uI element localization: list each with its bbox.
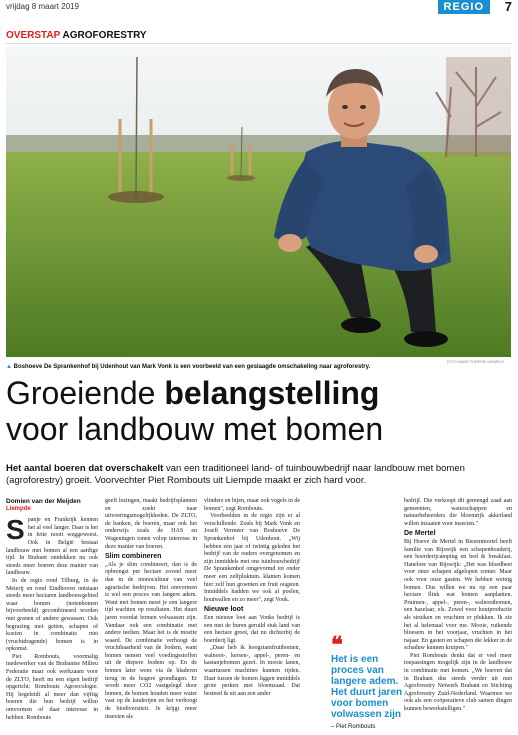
body-paragraph: „Daar heb ik hoogstamfruitbomen, walnoot-, kersen-, appel-, peren- en kastanjebomen gezet. In mooie lanen, waartussen machines kunnen rijden. Daar tussen de bomen liggen inmiddels grote perken met bloemzaad. Dat besteed ik uit aan een ander: [204, 645, 300, 697]
pull-quote: [331, 632, 407, 730]
caption-text: Boshoeve De Sprankenhof bij Udenhout van Mark Vonk is een voorbeeld van een geslaagde omschakeling naar agroforestry.: [13, 364, 371, 370]
body-paragraph: Piet Rombouts denkt dat er veel meer toepassingen mogelijk zijn in de landbouw in combinatie met bomen. „We hoeven dat in Brabant dus steeds verder uit met Agroforestry Netwerk Brabant en Stichting Agroforestry Zuid-Nederland. Waarmee we ook als een coöperatieve club samen dingen kunnen bewerkstelligen.": [404, 652, 512, 713]
article-column-3: [204, 498, 300, 698]
headline: [6, 375, 512, 447]
author-byline: Domien van der Meijden: [6, 498, 81, 505]
page-header: [0, 0, 518, 14]
subheading-de-mertel: De Mertel: [404, 530, 436, 538]
issue-date: vrijdag 8 maart 2019: [6, 2, 79, 11]
body-paragraph: Voorbeelden in de regio zijn er al verschillende. Zoals bij Mark Vonk en Joseft Vermeer van Boshoeve De Sprankenhof bij Udenhout. „Wij hebben een jaar of twintig geleden het bedrijf van de ouders overgenomen en zijn inmiddels met ons tuinbouwbedrijf De Sprankenhof omgevormd tot onder meer een zelfpluktuin. klanten komen hier zelf hun groenten en fruit oogsten. Inmiddels hadden we ook al poelen, houtwallen en zo meer", zegt Vonk.: [204, 513, 300, 603]
section-label: REGIO: [438, 0, 490, 14]
body-paragraph: bedrijf. Die verkoopt dit gemengd zaad aan gemeenten, waterschappen en natuurbeheerders die bloemrijk akkerland willen inzaaien voor insecten.": [404, 498, 512, 527]
article-column-2: [105, 498, 197, 721]
kicker-label: OVERSTAP: [6, 30, 61, 41]
folio-mark: ·: [6, 18, 8, 23]
body-paragraph: Piet Rombouts, voormalig medewerker van de Brabantse Milieu Federatie maar ook werkzaam voor de ZLTO, heeft nu een eigen bedrijf opgericht: Rombouts Agroecologie. Hij begeleidt al meer dan vijftig boeren die hun bedrijf willen omvormen of daar interesse in hebben. Rombouts: [6, 653, 98, 721]
headline-line2: voor landbouw met bomen: [6, 411, 384, 447]
body-paragraph: Bij Hoeve de Mertel in Biezenmortel heeft familie van Rijswijk een schapenhouderij, een boerderijcamping en bed & breakfast. Hanelore van Rijswijk: „Het was bloedheet voor onze schapen afgelopen zomer. Maar ook voor onze gasten. We hebben weinig bomen. Dus willen we nu op een paar hectare flink wat bomen aanplanten. Pruimen-, appel-, peren-, walnootbomen, een hazelaar, els. Zowel voor houtproductie als struiken en vruchten er plukken. Ik zie het al helemaal voor me. Mooie, ruikende bloesem in het voorjaar, vruchten in het najaar. En gasten en schapen die lekker in de schaduw kunnen kruipen.": [404, 538, 512, 652]
drop-cap: S: [6, 514, 25, 546]
body-paragraph: panje en Frankrijk kennen het al veel langer. Daar is het in feite nooit weggeweest. Ook in België bestaat landbouw met bomen al een aardige tijd. In Brabant ontdekken nu ook steeds meer boeren deze manier van landbouw.: [6, 517, 98, 577]
quote-author: – Piet Rombouts: [331, 724, 376, 730]
subheading-nieuwe-loot: Nieuwe loot: [204, 606, 244, 614]
body-paragraph: In de regio rond Tilburg, in de Meierij en rond Eindhoven ontstaan steeds meer hectaren landbouwgebied waar bomen (notenbomen bijvoorbeeld) gecombineerd worden met granen of andere gewassen. Ook begrazing met geiten, schapen of koeien in combinatie met (vruchtdragende) bomen is in opkomst.: [6, 577, 98, 653]
article-column-1: [6, 498, 98, 722]
subheading-slim-combineren: Slim combineren: [105, 553, 162, 561]
body-paragraph: Een nieuwe loot aan Vonks bedrijf is een met de buren geruild stuk land van een hectare groot, dat nu dichterbij de boerderij ligt.: [204, 614, 300, 644]
quote-text: Het is een proces van langere adem. Het duurt jaren voor bomen volwassen zijn: [331, 654, 403, 720]
lead-paragraph: [6, 463, 512, 487]
quote-mark-icon: ❝: [331, 632, 343, 657]
caption-marker: ▲: [6, 364, 12, 370]
headline-emphasis: belangstelling: [164, 375, 380, 411]
farmer-field-photo: [6, 47, 511, 357]
page-number: 7: [504, 0, 512, 14]
dateline-place: Liempde: [6, 505, 31, 512]
body-paragraph: vlinders en bijen, maar ook vogels in de bomen", zegt Rombouts.: [204, 498, 300, 512]
headline-part1: Groeiende: [6, 375, 165, 411]
body-paragraph: geeft lezingen, maakt bedrijfsplannen en zoekt naar uitvoeringsmogelijkheden. De ZLTO, de banken, de boeren, maar ook het onderwijs zoals de HAS en Wageningen tonen volop interesse in deze manier van boeren.: [105, 498, 197, 550]
kicker: [6, 30, 147, 41]
kicker-topic: AGROFORESTRY: [62, 30, 147, 41]
lead-bold: Het aantal boeren dat overschakelt: [6, 463, 164, 474]
article-column-5: [404, 498, 512, 714]
photo-caption: [6, 364, 476, 370]
article-photo: [6, 47, 511, 357]
body-paragraph: „Als je slim combineert, dan is de opbrengst per hectare zoveel meer dan in de monocultuur van veel agrarische bedrijven. Het omvormen is wel een proces van langere adem. Want met bomen moet je een langere tijd wachten op resultaten. Het duurt jaren voordat bomen volwassen zijn. Vandaar ook een combinatie met andere teelten. Maar het is de moeite waard. De combinatie verhoogt de vruchtbaarheid van de bodem, want bomen nemen veel voedingsstoffen uit de diepere bodem op. En de bomen later wees via de bladeren terug in de hogere grondlagen. Er wordt meer CO2 vastgelegd door bomen, de bomen houden meer water vast op de landerijen en het verhoogt de biodiversiteit. Je krijgt meer insecten als: [105, 561, 197, 720]
kicker-divider: [6, 43, 512, 44]
lead-text: van een traditioneel land- of tuinbouwbedrijf naar landbouw met bomen (agroforestry) groeit. Voorvechter Piet Rombouts uit Liempde maakt er zich hard voor.: [6, 463, 465, 486]
photo-credit: FOTO MARIE-THERESE KIEWIELS: [447, 360, 504, 364]
